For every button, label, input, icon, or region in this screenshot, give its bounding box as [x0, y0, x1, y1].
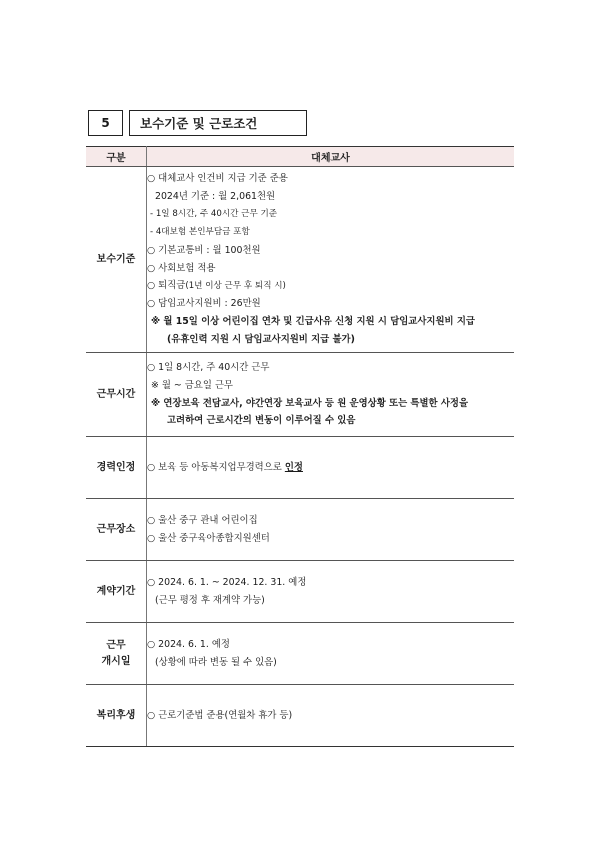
- header-substitute-teacher: 대체교사: [147, 147, 515, 167]
- row-label-career: 경력인정: [86, 437, 147, 499]
- row-content-place: [147, 499, 515, 561]
- table-row-welfare: [86, 685, 514, 747]
- table-row-start: [86, 623, 514, 685]
- row-label-start-line-2: 개시일: [101, 655, 131, 667]
- start-line-2: (상황에 따라 변동 될 수 있음): [155, 656, 277, 668]
- period-line-1: ○ 2024. 6. 1. ~ 2024. 12. 31. 예정: [147, 576, 307, 588]
- hours-line-1: ○ 1일 8시간, 주 40시간 근무: [147, 361, 270, 373]
- pay-line-1: ○ 대체교사 인건비 지급 기준 준용: [147, 173, 288, 185]
- pay-line-8: ○ 담임교사지원비 : 26만원: [147, 298, 261, 310]
- period-line-2: (근무 평정 후 재계약 가능): [155, 594, 265, 606]
- header-category: 구분: [86, 147, 147, 167]
- pay-line-6: ○ 사회보험 적용: [147, 262, 216, 274]
- place-line-1: ○ 울산 중구 관내 어린이집: [147, 514, 258, 526]
- row-label-hours: 근무시간: [86, 353, 147, 437]
- table-row-pay: [86, 167, 514, 353]
- row-content-hours: [147, 353, 515, 437]
- pay-line-9: ※ 월 15일 이상 어린이집 연차 및 긴급사유 신청 지원 시 담임교사지원비 지급: [151, 316, 475, 328]
- hours-line-2: ※ 월 ~ 금요일 근무: [151, 379, 233, 391]
- career-line-1-main: ○ 보육 등 아동복지업무경력으로: [147, 461, 285, 473]
- pay-line-2: 2024년 기준 : 월 2,061천원: [155, 190, 276, 202]
- row-content-pay: [147, 167, 515, 353]
- table-row-career: [86, 437, 514, 499]
- section-heading: [88, 110, 307, 136]
- hours-line-4: 고려하여 근로시간의 변동이 이루어질 수 있음: [167, 415, 356, 427]
- conditions-table: [86, 146, 514, 747]
- row-label-start-line-1: 근무: [106, 639, 126, 651]
- career-line-1-emphasis: 인정: [284, 461, 303, 473]
- hours-line-3: ※ 연장보육 전담교사, 야간연장 보육교사 등 원 운영상황 또는 특별한 사정을: [151, 397, 469, 409]
- table-row-period: [86, 561, 514, 623]
- career-line-1: [147, 459, 514, 477]
- pay-line-7-note: (1년 이상 근무 후 퇴직 시): [185, 281, 286, 292]
- pay-line-4: - 4대보험 본인부담금 포함: [150, 226, 250, 237]
- welfare-line-1: ○ 근로기준법 준용(연월차 휴가 등): [147, 709, 293, 721]
- row-content-period: [147, 561, 515, 623]
- start-line-1: ○ 2024. 6. 1. 예정: [147, 638, 230, 650]
- row-label-pay: 보수기준: [86, 167, 147, 353]
- row-label-period: 계약기간: [86, 561, 147, 623]
- table-row-place: [86, 499, 514, 561]
- row-content-career: [147, 437, 515, 499]
- section-title: 보수기준 및 근로조건: [129, 110, 307, 136]
- pay-line-7-main: ○ 퇴직금: [147, 280, 186, 292]
- table-header-row: [86, 147, 514, 167]
- row-label-place: 근무장소: [86, 499, 147, 561]
- pay-line-3: - 1일 8시간, 주 40시간 근무 기준: [150, 208, 278, 219]
- row-label-welfare: 복리후생: [86, 685, 147, 747]
- pay-line-10: (유휴인력 지원 시 담임교사지원비 지급 불가): [167, 334, 355, 346]
- place-line-2: ○ 울산 중구육아종합지원센터: [147, 532, 270, 544]
- row-content-start: [147, 623, 515, 685]
- pay-line-7: [147, 277, 514, 295]
- row-content-welfare: [147, 685, 515, 747]
- pay-line-5: ○ 기본교통비 : 월 100천원: [147, 244, 261, 256]
- row-label-start: [86, 623, 147, 685]
- section-number: 5: [88, 110, 123, 136]
- table-row-hours: [86, 353, 514, 437]
